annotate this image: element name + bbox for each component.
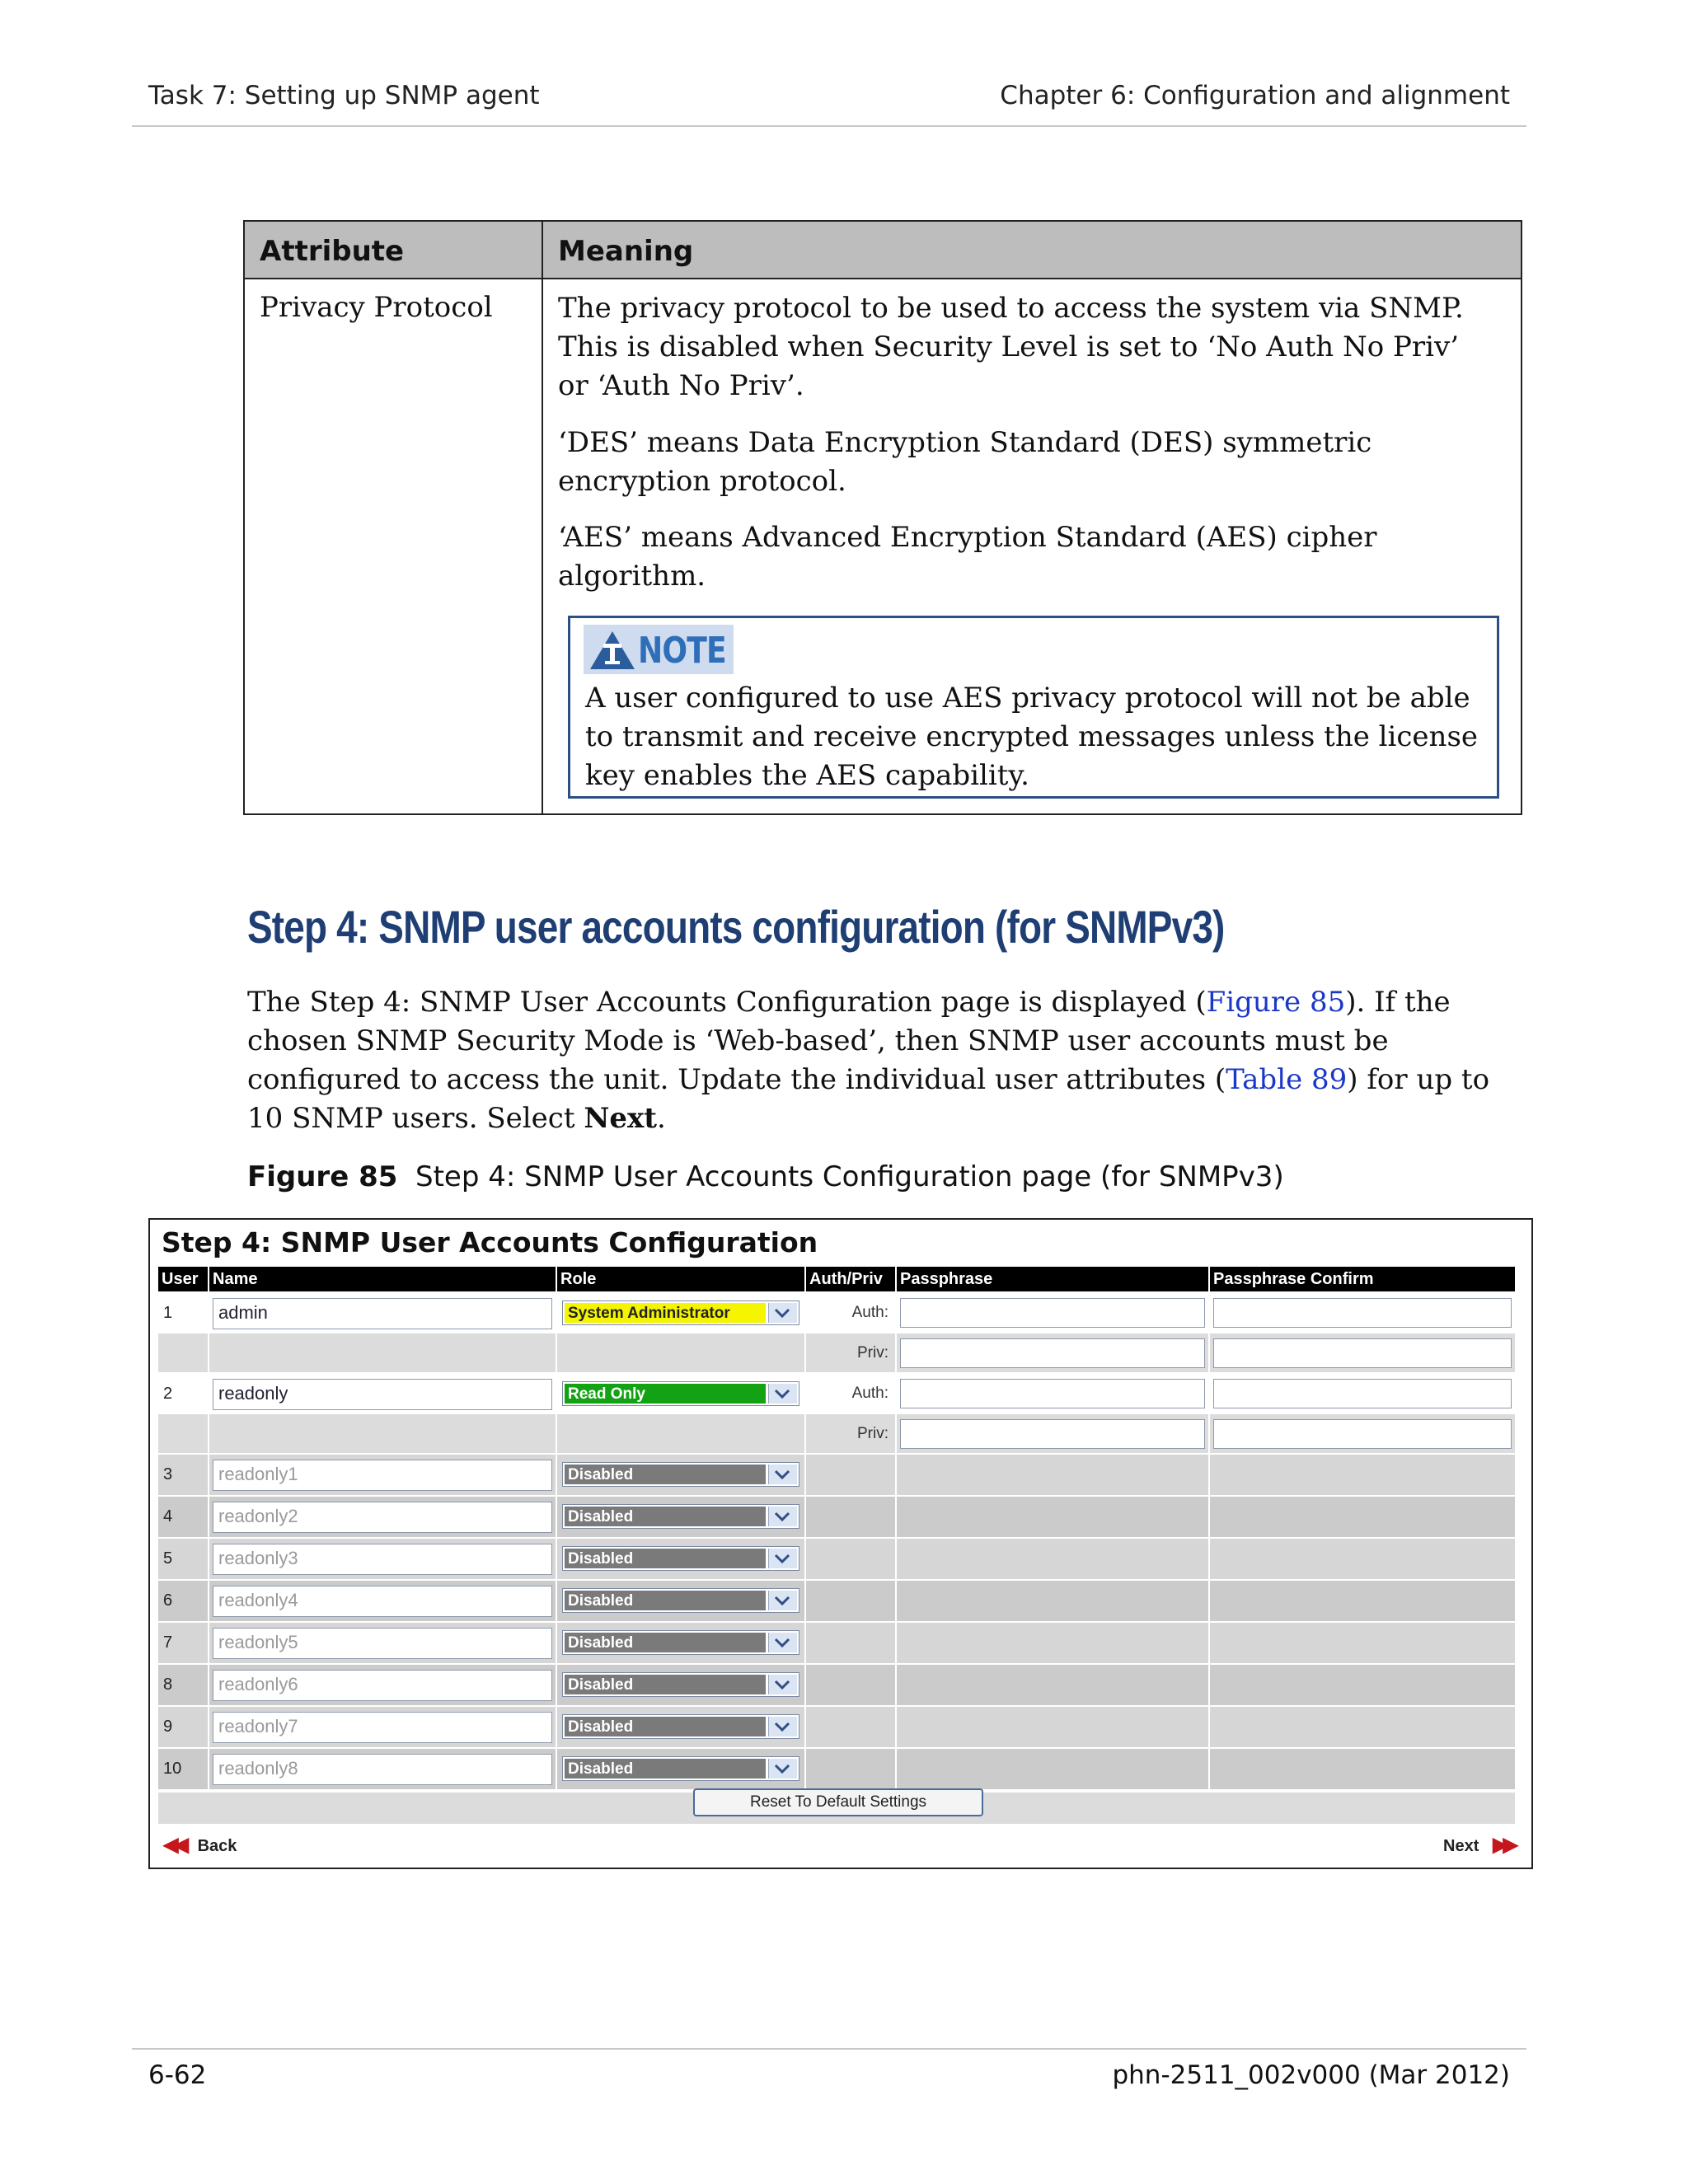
username-input[interactable]: readonly8	[213, 1754, 552, 1785]
chevron-down-icon[interactable]	[768, 1675, 797, 1694]
figure-caption	[247, 1160, 1284, 1193]
para-bold-next: Next	[584, 1102, 658, 1135]
auth-label: Auth:	[851, 1385, 889, 1402]
next-button[interactable]	[1443, 1833, 1513, 1857]
role-select[interactable]	[562, 1630, 799, 1655]
user-number: 5	[163, 1549, 173, 1568]
attribute-name: Privacy Protocol	[260, 291, 493, 324]
running-header-left: Task 7: Setting up SNMP agent	[148, 81, 540, 110]
user-number: 1	[163, 1304, 173, 1322]
grid-cell	[1210, 1665, 1515, 1705]
col-authpriv-header: Auth/Priv	[806, 1267, 895, 1291]
username-input[interactable]: readonly4	[213, 1586, 552, 1617]
column-divider	[542, 222, 543, 813]
username-input[interactable]: readonly5	[213, 1628, 552, 1659]
snmp-user-accounts-screenshot	[148, 1218, 1533, 1869]
caption-text: Step 4: SNMP User Accounts Configuration page (for SNMPv3)	[397, 1160, 1284, 1193]
role-value: Disabled	[565, 1507, 766, 1526]
role-value: Disabled	[565, 1591, 766, 1610]
grid-cell	[1210, 1539, 1515, 1579]
user-number: 2	[163, 1385, 173, 1403]
username-input[interactable]: admin	[213, 1298, 552, 1329]
role-value: Disabled	[565, 1717, 766, 1736]
user-number: 3	[163, 1465, 173, 1483]
user-number: 10	[163, 1760, 182, 1778]
grid-cell	[897, 1455, 1208, 1495]
role-value: Disabled	[565, 1465, 766, 1484]
col-passphrase-header: Passphrase	[897, 1267, 1208, 1291]
header-rule	[132, 125, 1526, 127]
username-input[interactable]: readonly3	[213, 1544, 552, 1575]
grid-cell	[806, 1665, 895, 1705]
grid-cell	[1210, 1455, 1515, 1495]
grid-cell	[897, 1497, 1208, 1537]
grid-cell	[806, 1539, 895, 1579]
back-button[interactable]	[163, 1833, 237, 1857]
user-number: 8	[163, 1675, 173, 1694]
grid-cell	[897, 1581, 1208, 1621]
role-select[interactable]	[562, 1756, 799, 1781]
priv-passphrase-confirm-input[interactable]	[1213, 1338, 1512, 1368]
col-role-header: Role	[557, 1267, 804, 1291]
col-passphrase-confirm-header: Passphrase Confirm	[1210, 1267, 1515, 1291]
chevron-down-icon[interactable]	[768, 1303, 797, 1323]
username-input[interactable]: readonly	[213, 1379, 552, 1410]
chevron-down-icon[interactable]	[768, 1384, 797, 1404]
chevron-down-icon[interactable]	[768, 1633, 797, 1652]
para-text: The Step 4: SNMP User Accounts Configuration page is displayed (	[247, 986, 1207, 1019]
para-text: ). If the chosen SNMP Security Mode is ‘Web-based’, then SNMP user accounts must be configured to access the unit. Update the individual user attributes (	[247, 986, 1451, 1096]
column-header-attribute: Attribute	[260, 235, 405, 268]
grid-cell	[209, 1333, 556, 1372]
grid-cell	[806, 1707, 895, 1747]
grid-cell	[1210, 1623, 1515, 1663]
footer-rule	[132, 2048, 1526, 2050]
auth-passphrase-confirm-input[interactable]	[1213, 1298, 1512, 1328]
chevron-down-icon[interactable]	[768, 1759, 797, 1779]
grid-cell	[897, 1623, 1208, 1663]
auth-label: Auth:	[851, 1304, 889, 1321]
caption-label: Figure 85	[247, 1160, 398, 1193]
form-title: Step 4: SNMP User Accounts Configuration	[162, 1226, 818, 1258]
role-select[interactable]	[562, 1588, 799, 1613]
role-select[interactable]	[562, 1714, 799, 1739]
grid-cell	[806, 1455, 895, 1495]
note-text: A user configured to use AES privacy protocol will not be able to transmit and receive encrypted messages unless the license key enables the AES capability.	[585, 682, 1479, 792]
grid-cell	[158, 1414, 208, 1453]
document-id: phn-2511_002v000 (Mar 2012)	[1112, 2060, 1510, 2090]
note-badge	[584, 625, 734, 674]
chevron-down-icon[interactable]	[768, 1717, 797, 1736]
role-value: Read Only	[565, 1384, 766, 1404]
column-header-meaning: Meaning	[558, 235, 694, 268]
figure-85-link[interactable]: Figure 85	[1206, 986, 1346, 1019]
role-value: Disabled	[565, 1759, 766, 1779]
priv-passphrase-input[interactable]	[900, 1338, 1205, 1368]
grid-cell	[557, 1414, 804, 1453]
reset-to-default-button[interactable]: Reset To Default Settings	[693, 1788, 983, 1816]
grid-cell	[806, 1623, 895, 1663]
role-select[interactable]	[562, 1381, 799, 1406]
note-label: NOTE	[638, 630, 726, 672]
username-input[interactable]: readonly7	[213, 1712, 552, 1743]
meaning-paragraph: ‘DES’ means Data Encryption Standard (DES) symmetric encryption protocol.	[558, 426, 1372, 498]
role-value: Disabled	[565, 1633, 766, 1652]
grid-cell	[806, 1581, 895, 1621]
back-arrow-icon: ◀◀	[163, 1834, 184, 1856]
body-paragraph	[247, 983, 1533, 1138]
col-user-header: User	[158, 1267, 208, 1291]
user-number: 9	[163, 1718, 173, 1736]
chevron-down-icon[interactable]	[768, 1465, 797, 1484]
chevron-down-icon[interactable]	[768, 1507, 797, 1526]
next-arrow-icon: ▶▶	[1493, 1834, 1513, 1856]
role-select[interactable]	[562, 1462, 799, 1487]
grid-cell	[897, 1707, 1208, 1747]
priv-passphrase-confirm-input[interactable]	[1213, 1419, 1512, 1449]
priv-passphrase-input[interactable]	[900, 1419, 1205, 1449]
role-select[interactable]	[562, 1546, 799, 1571]
next-label: Next	[1443, 1837, 1479, 1855]
grid-cell	[897, 1749, 1208, 1789]
grid-cell	[897, 1665, 1208, 1705]
auth-passphrase-confirm-input[interactable]	[1213, 1379, 1512, 1408]
user-number: 7	[163, 1633, 173, 1652]
grid-cell	[1210, 1749, 1515, 1789]
priv-label: Priv:	[857, 1344, 889, 1361]
section-title: Step 4: SNMP user accounts configuration (for SNMPv3)	[247, 901, 1225, 953]
warning-triangle-icon	[588, 630, 636, 671]
role-value: System Administrator	[565, 1303, 766, 1323]
grid-cell	[557, 1333, 804, 1372]
grid-cell	[806, 1749, 895, 1789]
table-89-link[interactable]: Table 89	[1226, 1063, 1348, 1096]
grid-cell	[897, 1539, 1208, 1579]
user-number: 4	[163, 1507, 173, 1526]
username-input[interactable]: readonly2	[213, 1502, 552, 1533]
back-label: Back	[197, 1837, 237, 1855]
col-name-header: Name	[209, 1267, 556, 1291]
chevron-down-icon[interactable]	[768, 1549, 797, 1568]
user-number: 6	[163, 1591, 173, 1610]
grid-cell	[806, 1497, 895, 1537]
username-input[interactable]: readonly1	[213, 1460, 552, 1491]
priv-label: Priv:	[857, 1425, 889, 1442]
username-input[interactable]: readonly6	[213, 1670, 552, 1701]
grid-cell	[1210, 1707, 1515, 1747]
grid-cell	[158, 1333, 208, 1372]
chevron-down-icon[interactable]	[768, 1591, 797, 1610]
grid-cell	[209, 1414, 556, 1453]
auth-passphrase-input[interactable]	[900, 1379, 1205, 1408]
auth-passphrase-input[interactable]	[900, 1298, 1205, 1328]
meaning-paragraph: The privacy protocol to be used to access the system via SNMP. This is disabled when Security Level is set to ‘No Auth No Priv’ or ‘Auth No Priv’.	[558, 292, 1464, 402]
attribute-table	[243, 220, 1522, 815]
attribute-table-header	[245, 222, 1521, 279]
para-text: .	[657, 1102, 666, 1135]
role-select[interactable]	[562, 1672, 799, 1697]
meaning-paragraph: ‘AES’ means Advanced Encryption Standard (AES) cipher algorithm.	[558, 521, 1377, 593]
role-value: Disabled	[565, 1549, 766, 1568]
page-number: 6-62	[148, 2060, 207, 2090]
role-select[interactable]	[562, 1504, 799, 1529]
role-select[interactable]	[562, 1301, 799, 1325]
grid-cell	[1210, 1581, 1515, 1621]
grid-cell	[1210, 1497, 1515, 1537]
para-text: ) for up to 10 SNMP users. Select	[247, 1063, 1490, 1135]
role-value: Disabled	[565, 1675, 766, 1694]
running-header-right: Chapter 6: Configuration and alignment	[1000, 81, 1510, 110]
note-box	[568, 616, 1499, 799]
